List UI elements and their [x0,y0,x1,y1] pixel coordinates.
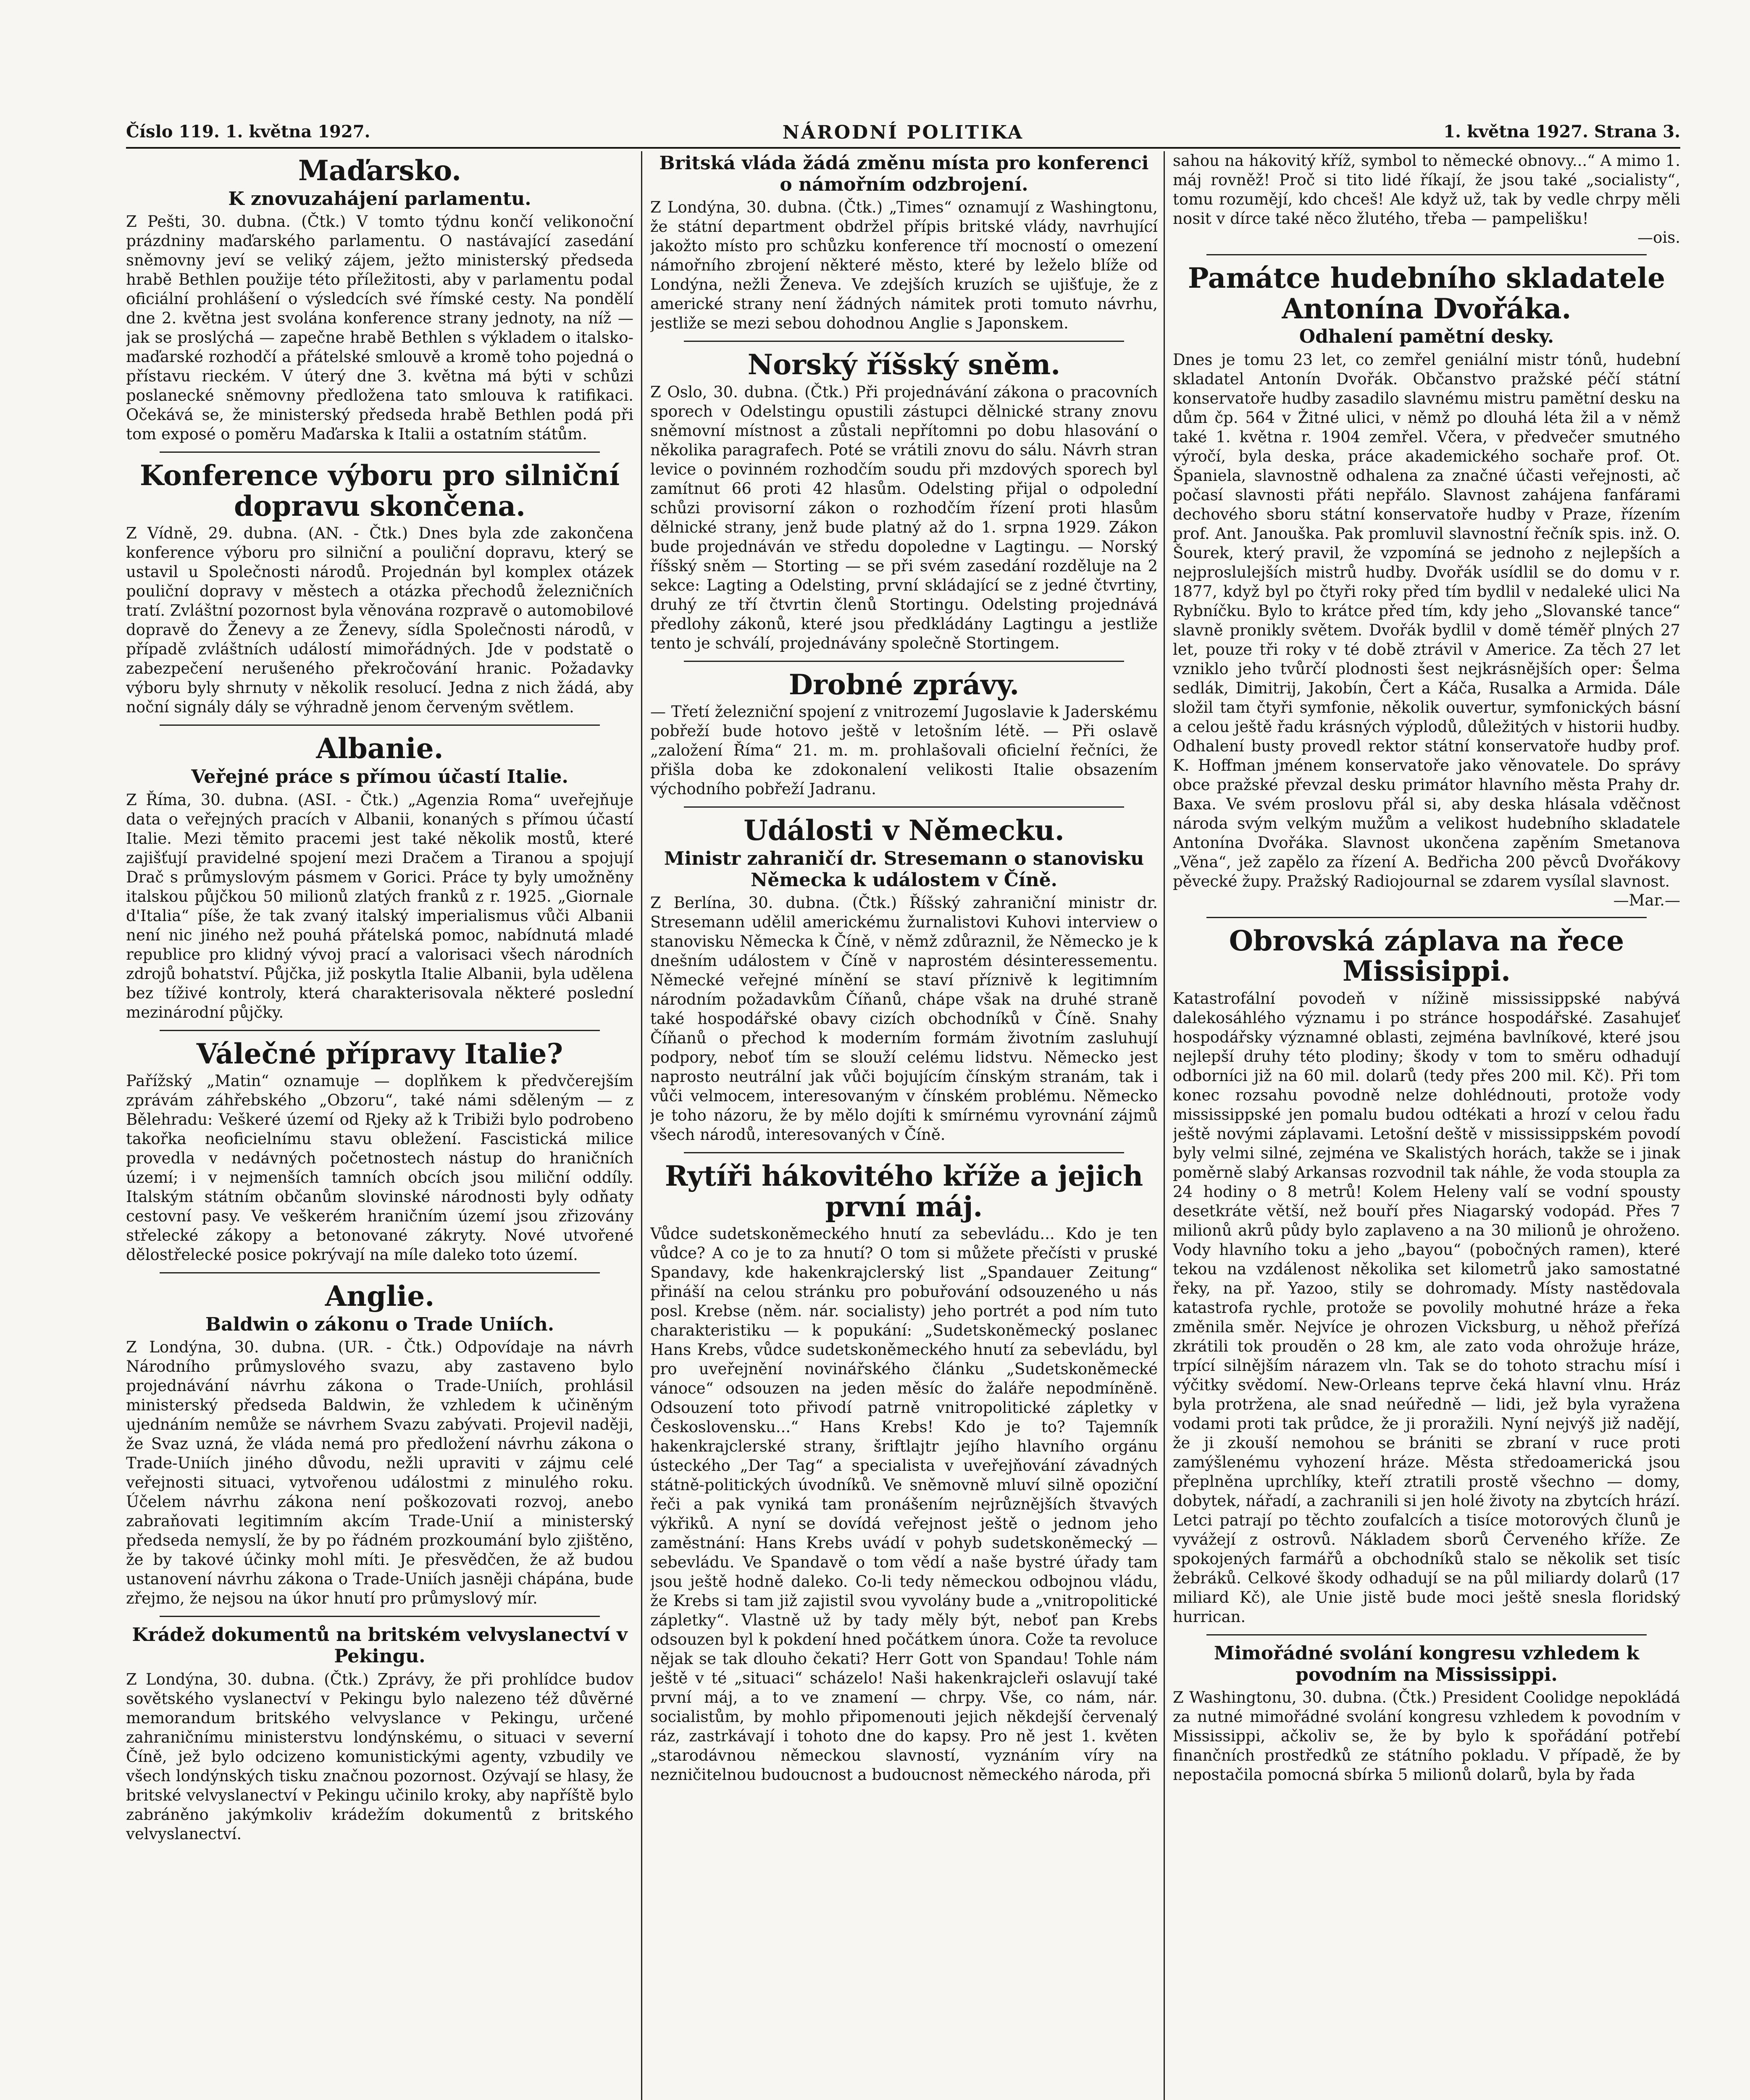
column-2 [650,151,1158,2100]
article-separator [160,452,600,453]
article-subheadline: Odhalení pamětní desky. [1299,326,1554,348]
article-separator [1206,917,1647,918]
article [126,1281,633,1608]
article-headline: Drobné zprávy. [788,668,1020,701]
article-body: Pařížský „Matin“ oznamuje — doplňkem k předvčerejším zprávám záhřebského „Obzoru“, také námi sděleným — z Bělehradu: Veškeré území od Rjeky až k Tribiži bylo podrobeno takořka neoficielnímu stavu obležení. Fascistická milice provedla v nedávných početnostech nástup do hraničních území; i v nejmenších tamních obcích jsou miliční oddíly. Italským státním občanům slovinské národnosti byly odňaty cestovní pasy. Ve veškerém hraničním území jsou zřizovány střelecké zákopy a betonované zákryty. Nové utvořené dělostřelecké posice pokrývají na míle daleko toto území. [126,1072,633,1264]
article-body: Z Londýna, 30. dubna. (Čtk.) Zprávy, že při prohlídce budov sovětského vyslanectví v Pekingu bylo nalezeno též důvěrné memorandum britského velvyslance v Pekingu, určené zahraničnímu ministerstvu londýnskému, o situaci v severní Číně, jež bylo odcizeno komunistickými agenty, vzbudily ve všech londýnských tisku značnou pozornost. Ozývají se hlasy, že britské velvyslanectví v Pekingu učinilo kroky, aby napříště bylo zabráněno jakýmkoliv krádežím dokumentů z britského velvyslanectví. [126,1670,633,1843]
article-subheadline: K znovuzahájení parlamentu. [228,188,531,210]
article [650,1161,1158,1785]
article-subheadline: Veřejné práce s přímou účastí Italie. [191,766,568,788]
article-body: Dnes je tomu 23 let, co zemřel geniální mistr tónů, hudební skladatel Antonín Dvořák. Občanstvo pražské péčí státní konservatoře hudby zasadilo slavnému mistru pamětní desku na dům čp. 564 v Žitné ulici, v němž po dlouhá léta žil a v němž také 1. května r. 1904 zemřel. Včera, v předvečer smutného výročí, byla deska, práce akademického sochaře prof. Ot. Španiela, slavnostně odhalena za značné účasti veřejnosti, ač počasí slavnosti přáti nepřálo. Slavnost zahájena fanfárami dechového sboru státní konservatoře hudby v Praze, řízením prof. Ant. Janouška. Pak promluvil slavnostní řečník spis. inž. O. Šourek, který pravil, že vzpomíná se jednoho z nejlepších a nejproslulejších mistrů hudby. Dvořák usídlil se do domu v r. 1877, když byl po čtyři roky před tím bydlil v nedaleké ulici Na Rybníčku. Bylo to krátce před tím, kdy jeho „Slovanské tance“ slavně pronikly světem. Dvořák bydlil v domě téměř plných 27 let, pouze tři roky v té době ztrávil v Americe. Za těch 27 let vzniklo jeho tvůrčí plodnosti šest nejkrásnějších oper: Šelma sedlák, Dimitrij, Jakobín, Čert a Káča, Rusalka a Armida. Dále složil tam čtyři symfonie, několik ouvertur, symfonických básní a celou ještě řadu krásných výplodů, důležitých v historii hudby. Odhalení busty provedl rektor státní konservatoře hudby prof. K. Hoffman jménem konservatoře jako věnovatele. Do správy obce pražské převzal desku primátor hlavního města Prahy dr. Baxa. Ve svém proslovu přál si, aby deska hlásala vděčnost národa svým velkým mužům a velikost hudebního skladatele Antonína Dvořáka. Slavnost ukončena zapěním Smetanova „Věna“, jež zapělo za řízení A. Bedřicha 200 pěvců Dvořákovy pěvecké župy. Pražský Radiojournal se zdarem vysílal slavnost. [1173,350,1680,890]
article-subheadline: Ministr zahraničí dr. Stresemann o stanovisku Německa k událostem v Číně. [664,848,1144,891]
article-separator [684,341,1124,342]
article-headline: Norský říšský sněm. [747,348,1061,381]
article [650,153,1158,333]
article-subheadline: Baldwin o zákonu o Trade Uniích. [205,1313,554,1335]
article-body: Z Vídně, 29. dubna. (AN. - Čtk.) Dnes byla zde zakončena konference výboru pro silniční a pouliční dopravu, který se ustavil u Společnosti národů. Projednán byl komplex otázek pouliční dopravy v městech a otázka přechodů železničních tratí. Zvláštní pozornost byla věnována rozpravě o automobilové dopravě do Ženevy a ze Ženevy, sídla Společnosti národů, v případě zvláštních událostí mimořádných. Jde v podstatě o zabezpečení nerušeného překročování hranic. Požadavky výboru byly shrnuty v několik resolucí. Jedna z nich žádá, aby noční signály dály se výhradně jenom červeným světlem. [126,524,633,717]
article-headline: Památce hudebního skladatele Antonína Dvořáka. [1188,262,1666,325]
article-separator [160,1030,600,1031]
column-1 [126,151,633,2100]
article-headline: Události v Německu. [744,814,1064,847]
article-headline: Válečné přípravy Italie? [196,1037,563,1070]
column-divider-2 [1164,151,1165,2100]
article [1173,263,1680,909]
header-rule [126,147,1680,149]
article [650,669,1158,799]
article-subheadline: Britská vláda žádá změnu místa pro konferenci o námořním odzbrojení. [659,152,1149,195]
article [1173,926,1680,1627]
article [126,1039,633,1265]
article [126,155,633,444]
article-body: Z Berlína, 30. dubna. (Čtk.) Říšský zahraniční ministr dr. Stresemann udělil americkému žurnalistovi Kuhovi interview o stanovisku Německa k Číně, v němž zdůraznil, že Německo je k dnešním událostem v Číně v naprostém désinteressementu. Německé veřejné mínění se staví příznivě k legitimním národním požadavkům Číňanů, chápe však na druhé straně také hospodářské obavy cizích obchodníků v Číně. Snahy Číňanů o přechod k moderním formám životním zasluhují podpory, neboť tím se slouží celému lidstvu. Německo jest naprosto neutrální jak vůči bojujícím čínským stranám, tak i vůči velmocem, interesovaným v čínském problému. Německo je toho názoru, že by mělo dojíti k smírnému vyrovnání zájmů všech národů, interesovaných v Číně. [650,894,1158,1144]
column-3 [1173,151,1680,2100]
article-headline: Albanie. [316,732,444,765]
article-separator [160,1272,600,1273]
article [1173,151,1680,247]
article-headline: Anglie. [325,1280,435,1313]
article-separator [684,806,1124,808]
article-headline: Maďarsko. [298,154,462,187]
article-body: sahou na hákovitý kříž, symbol to německé obnovy...“ A mimo 1. máj rovněž! Proč si tito lidé říkají, že jsou také „socialisty“, tomu rozumějí, kdo chceš! Ale když už, tak by vedle chrpy měli nosit v dírce také něco žlutého, třeba — pampelišku! [1173,152,1680,228]
issue-number: Číslo 119. 1. května 1927. [126,122,370,142]
article [126,460,633,717]
article-body: Vůdce sudetskoněmeckého hnutí za sebevládu... Kdo je ten vůdce? A co je to za hnutí? O tom si můžete přečísti v pruské Spandavy, kde hakenkrajclerský list „Spandauer Zeitung“ přináší na celou stránku pro pobuřování odsouzeného u nás posl. Krebse (něm. nár. socialisty) jeho portrét a pod ním tuto charakteristiku — k popukání: „Sudetskoněmecký poslanec Hans Krebs, vůdce sudetskoněmeckého hnutí za sebevládu, byl pro uveřejnění novinářského článku „Sudetskoněmecké vánoce“ odsouzen na jeden měsíc do žaláře nepodmíněně. Odsouzení toto přivodí patrně vnitropolitické zápletky v Československu...“ Hans Krebs! Kdo je to? Tajemník hakenkrajclerské strany, šriftlajtr jejího hlavního orgánu ústeckého „Der Tag“ a specialista v uveřejňování závadných státně-politických úvodníků. Ve sněmovně mluví silně opoziční řeči a pak vyniká tam pronášením nejrůznějších štvavých výkřiků. A nyní se dovídá veřejnost ještě o jednom jeho zaměstnání: Hans Krebs uvádí v pohyb sudetskoněmecký — sebevládu. Ve Spandavě o tom vědí a naše bystré úřady tam jsou ještě hodně daleko. Co-li tedy německou odbojnou vládu, že Krebs si tam již zajistil svou vyvolány bude a „vnitropolitické zápletky“. Vlastně už by tady měly být, neboť pan Krebs odsouzen byl k pokdení hned počátkem února. Cože ta revoluce nějak se tak dlouho čekati? Herr Gott von Spandau! Tohle nám ještě v té „situaci“ scházelo! Naši hakenkrajcleři oslavují také první máj, a to ve znamení — chrpy. Vše, co nám, nár. socialistům, by mohlo připomenouti jejich někdejší červenalý ráz, zastrkávají i tohoto dne do kapsy. Pro ně jest 1. květen „starodávnou německou slavností, vyznáním víry na nezničitelnou budoucnost a budoucnost německého národa, při [650,1225,1158,1784]
article-body: Z Pešti, 30. dubna. (Čtk.) V tomto týdnu končí velikonoční prázdniny maďarského parlamentu. O nastávající zasedání sněmovny jeví se veliký zájem, ježto ministerský předseda hrabě Bethlen použije této příležitosti, aby v parlamentu podal oficiální prohlášení o výsledcích své římské cesty. Na pondělí dne 2. května jest svolána konference strany jednoty, na níž — jak se proslýchá — zapečne hrabě Bethlen s výkladem o italsko-maďarské rozhodčí a přátelské smlouvě a kromě toho pojedná o přístavu rieckém. V úterý dne 3. května má býti v schůzi poslanecké sněmovny předložena tato smlouva k ratifikaci. Očekává se, že ministerský předseda hrabě Bethlen podá při tom exposé o poměru Maďarska k Italii a ostatním státům. [126,213,633,444]
column-divider-1 [641,151,642,2100]
article [1173,1643,1680,1785]
article [126,733,633,1022]
article-body: Z Oslo, 30. dubna. (Čtk.) Při projednávání zákona o pracovních sporech v Odelstingu opustili zástupci dělnické strany znovu sněmovní místnost a zůstali nepřítomni po dobu hlasování o několika paragrafech. Poté se vrátili znovu do sálu. Návrh stran levice o povinném rozhodčím soudu při mzdových sporech byl zamítnut 66 proti 42 hlasům. Odelsting přijal o odpolední schůzi provisorní zákon o rozhodčím řízení proti hlasům dělnické strany, jenž bude platný až do 1. srpna 1929. Zákon bude projednáván ve středu dopoledne v Lagtingu. — Norský říšský sněm — Storting — se při svém zasedání rozděluje na 2 sekce: Lagting a Odelsting, první skládající se z jedné čtvrtiny, druhý ze tří čtvrtin členů Stortingu. Odelsting projednává předlohy zákonů, které jsou předkládány Lagtingu a jestliže tento je schválí, projednávány společně Stortingem. [650,383,1158,652]
page-number: 1. května 1927. Strana 3. [1443,122,1680,142]
article-signature: —Mar.— [1613,891,1680,909]
article-body: Z Londýna, 30. dubna. (UR. - Čtk.) Odpovídaje na návrh Národního průmyslového svazu, aby zastaveno bylo projednávání návrhu zákona o Trade-Uniích, prohlásil ministerský předseda Baldwin, že vzhledem k učiněným ujednáním nemůže se návrhem Svazu zabývati. Projevil naději, že Svaz uzná, že vláda nemá pro předložení návrhu zákona o Trade-Uniích jiného důvodu, nežli upraviti v zájmu celé veřejnosti situaci, vytvořenou událostmi z minulého roku. Účelem návrhu zákona není poškozovati rozvoj, anebo zabraňovati legitimním akcím Trade-Unií a ministerský předseda nemyslí, že by po řádném prozkoumání bylo zjištěno, že by takové účinky mohl míti. Je přesvědčen, že až budou ustanovení návrhu zákona o Trade-Uniích jasněji chápána, bude zřejmo, že nejsou na úkor hnutí pro průmyslový mír. [126,1338,633,1608]
article [126,1625,633,1843]
article-subheadline: Krádež dokumentů na britském velvyslanectví v Pekingu. [132,1624,628,1667]
article-signature: —ois. [1637,228,1680,247]
article-separator [684,1152,1124,1153]
article-separator [1206,1634,1647,1635]
article-headline: Obrovská záplava na řece Missisippi. [1229,924,1624,988]
article-body: Katastrofální povodeň v nížině mississippské nabývá dalekosáhlého významu i po stránce hospodářské. Zasahujeť hospodářsky významné oblasti, zejména bavlníkové, které jsou nejlepší druhy této plodiny; škody v tom to směru odhadují odborníci již na 60 mil. dolarů (tedy přes 200 mil. Kč). Při tom konec rozsahu povodně nelze dohlédnouti, protože vody mississippské jen pomalu budou odtékati a hrozí v celou řadu ještě novými záplavami. Letošní deště v mississippském povodí byly velmi silné, zejména ve Skalistých horách, takže se i jinak poměrně slabý Arkansas rozvodnil tak náhle, že voda stoupla za 24 hodiny o 8 metrů! Kolem Heleny valí se vodní spousty desetkráte větší, než bouří přes Niagarský vodopád. Přes 7 milionů akrů půdy bylo zaplaveno a na 30 milionů je ohroženo. Vody hlavního toku a jeho „bayou“ (pobočných ramen), které tekou na vzdálenost několika set kilometrů jako samostatné řeky, na př. Yazoo, stily se dohromady. Místy nastědovala katastrofa rychle, protože se povolily mohutné hráze a řeka změnila směr. Nejvíce je ohrozen Vicksburg, u něhož přeřízá zkrátili tok prouděn o 28 km, ale zato voda ohrožuje hráze, trpící silnějším nárazem vln. Tak se do tohoto strachu mísí i výčitky svědomí. New-Orleans teprve čeká hlavní vlnu. Hráz byla protržena, ale snad neúředně — lidi, jež byla vyražena vodami proti tak průdce, že ji proražili. Nyní nejvýš již nadějí, že ji zkouší nemohou se brániti se zbraní v ruce proti zamýšlenému vyhození hráze. Města středoamerická jsou přeplněna uprchlíky, kteří ztratili prostě všechno — domy, dobytek, nářadí, a zachranili si jen holé životy na zbytcích hrází. Letci patrají po těchto zoufalcích a tisíce motorových člunů je vyvážejí z ostrovů. Nákladem sborů Červeného kříže. Ze spokojených farmářů a obchodníků stalo se několik set tisíc žebráků. Celkové škody odhadují se na půl miliardy dolarů (17 miliard Kč), ale Unie jistě bude moci ještě snesla floridský hurrican. [1173,989,1680,1626]
newspaper-title: NÁRODNÍ POLITIKA [782,122,1024,143]
article-separator [160,1616,600,1617]
article-headline: Konference výboru pro silniční dopravu skončena. [139,459,620,522]
article-body: Z Washingtonu, 30. dubna. (Čtk.) President Coolidge nepokládá za nutné mimořádné svolání kongresu vzhledem k povodním v Mississippi, ačkoliv se, že by bylo k spořádání potřebí finančních prostředků ze státního pokladu. V případě, že by nepostačila pomocná sbírka 5 milionů dolarů, byla by řada [1173,1688,1680,1784]
article-body: Z Říma, 30. dubna. (ASI. - Čtk.) „Agenzia Roma“ uveřejňuje data o veřejných pracích v Albanii, konaných s přímou účastí Italie. Mezi těmito pracemi jest také několik mostů, které zajišťují pravidelné spojení mezi Dračem a Tiranou a spojují Drač s průmyslovým pásmem v Gorici. Práce ty byly umožněny italskou půjčkou 50 milionů zlatých franků z r. 1925. „Giornale d'Italia“ píše, že tak zvaný italský imperialismus vůči Albanii není nic jiného než pouhá přátelská pomoc, nabídnutá mladé republice pro klidný vývoj prací a valorisaci všech národních zdrojů bohatství. Půjčka, již poskytla Italie Albanii, byla udělena bez tíživé kontroly, která charakterisovala některé poslední mezinárodní půjčky. [126,790,633,1021]
article-separator [1206,254,1647,255]
article-separator [684,661,1124,662]
article [650,349,1158,653]
article [650,815,1158,1144]
article-body: Z Londýna, 30. dubna. (Čtk.) „Times“ oznamují z Washingtonu, že státní department obdržel přípis britské vlády, navrhující jakožto místo pro schůzku konference tří mocností o omezení námořního zbrojení některé město, které by leželo blíže od Londýna, nežli Ženeva. Ve zdejších kruzích se ujišťuje, že z americké strany není žádných námitek proti tomuto návrhu, jestliže se mezi sebou dohodnou Anglie s Japonskem. [650,198,1158,333]
article-body: — Třetí železniční spojení z vnitrozemí Jugoslavie k Jaderskému pobřeží bude hotovo ještě v letošním létě. — Při oslavě „založení Říma“ 21. m. m. prohlašovali oficielní řečníci, že přišla doba ke zdokonalení velikosti Italie obsazením východního pobřeží Jadranu. [650,703,1158,798]
article-subheadline: Mimořádné svolání kongresu vzhledem k povodním na Mississippi. [1214,1642,1640,1685]
article-separator [160,724,600,726]
article-headline: Rytíři hákovitého kříže a jejich první máj. [665,1160,1143,1223]
